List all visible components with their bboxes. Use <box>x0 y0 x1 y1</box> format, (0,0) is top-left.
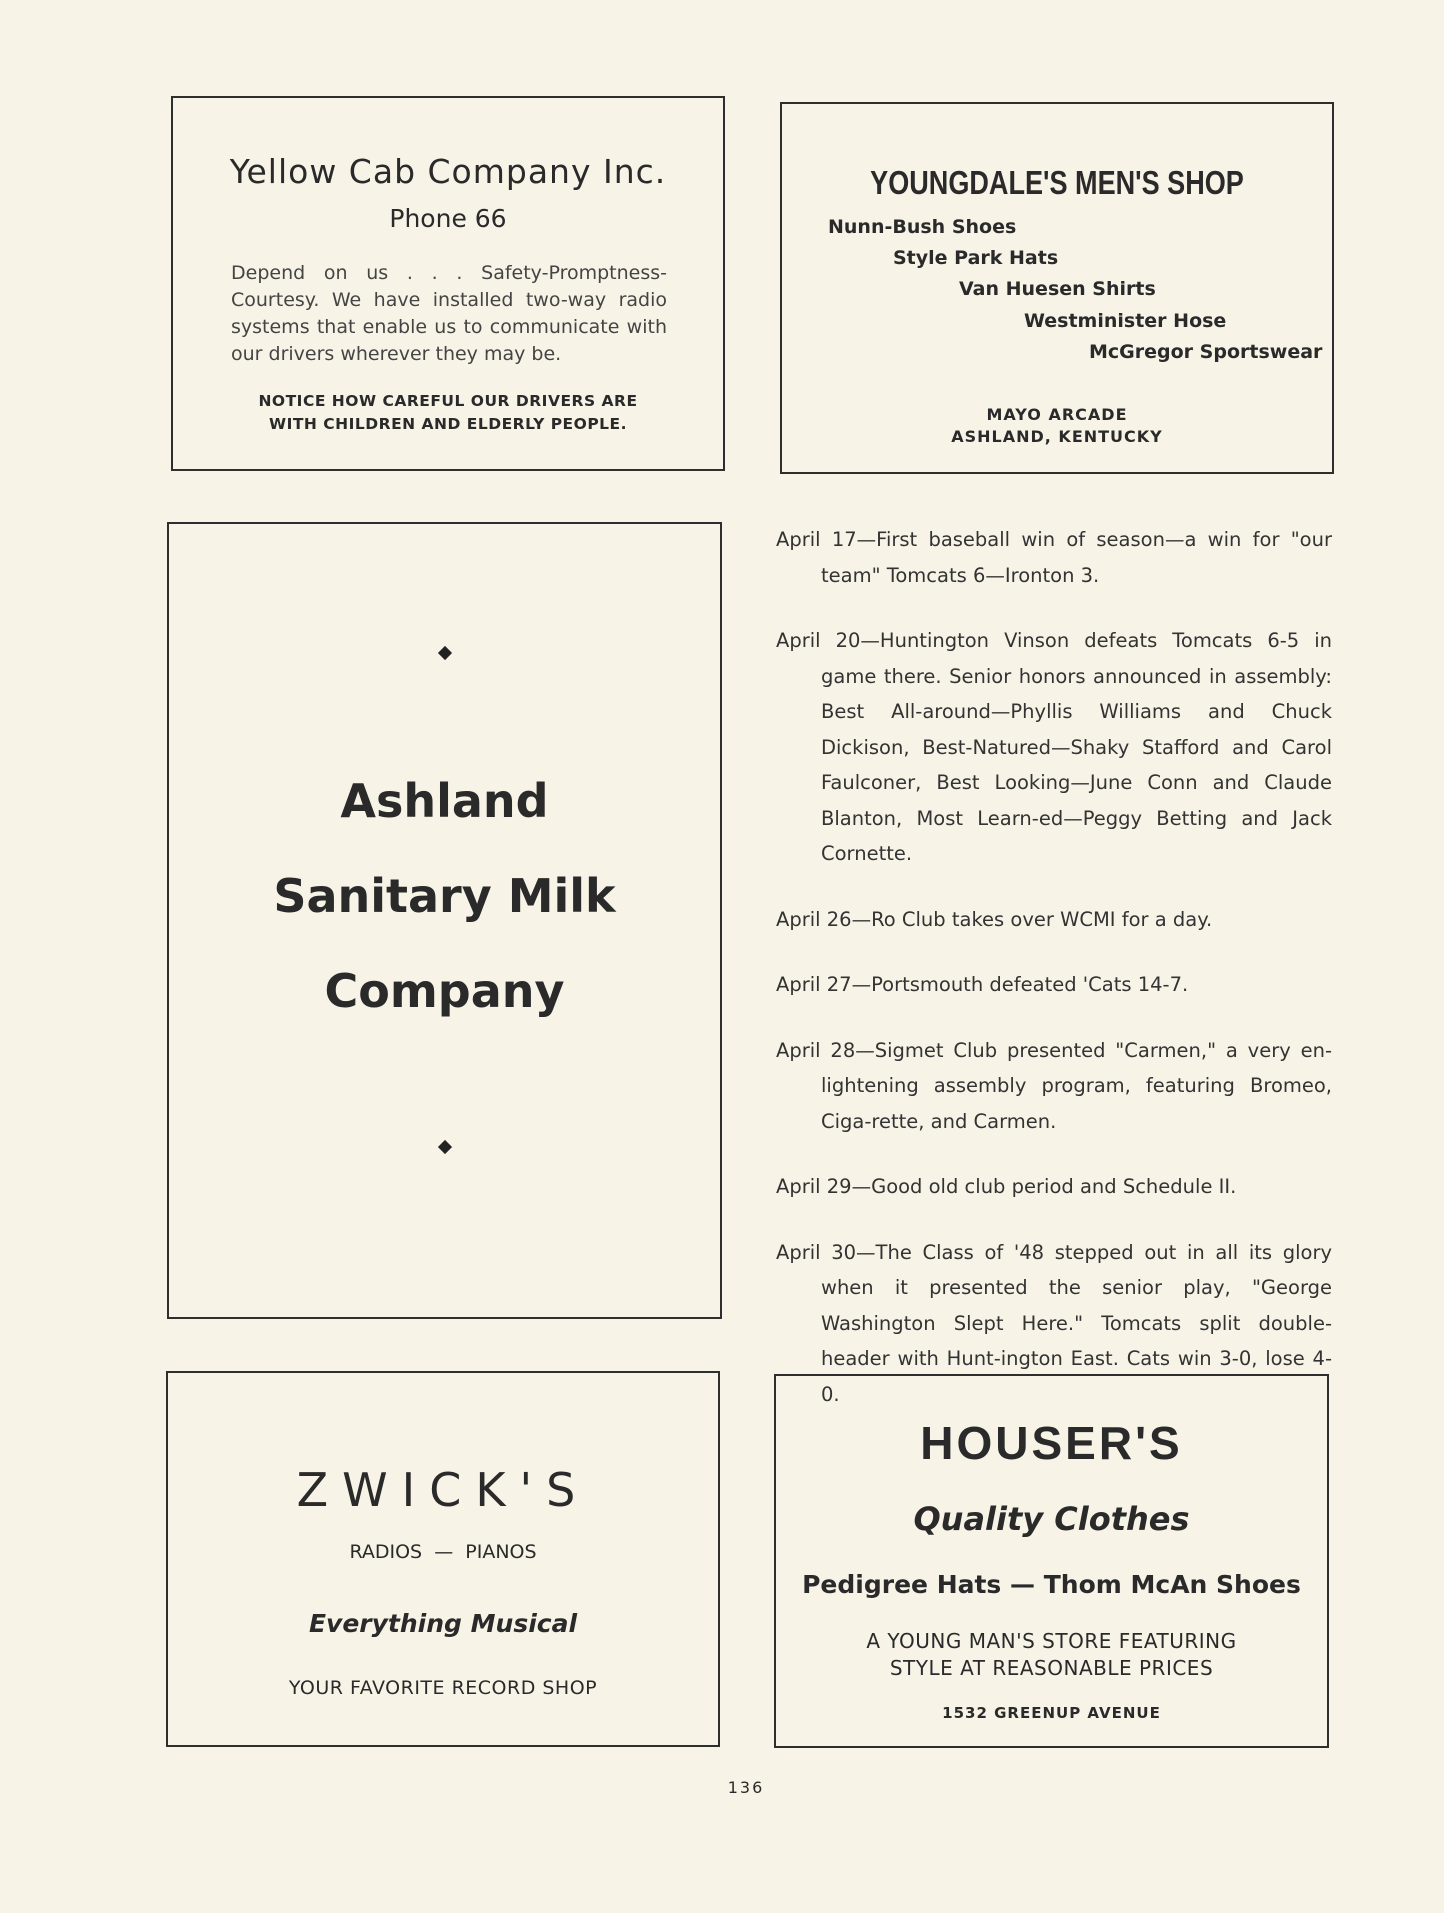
ad-products: Pedigree Hats — Thom McAn Shoes <box>802 1570 1301 1599</box>
diamond-ornament-icon <box>437 1140 451 1154</box>
notice-line: WITH CHILDREN AND ELDERLY PEOPLE. <box>268 415 628 433</box>
calendar-entries <box>776 522 1332 1442</box>
ad-title-line: Ashland <box>340 774 549 828</box>
housers-ad <box>774 1374 1329 1748</box>
ad-body: Depend on us . . . Safety-Promptness-Courtesy. We have installed two-way radio systems that enable us to communicate with our drivers wherever they may be. <box>231 262 667 365</box>
ad-item: Westminister Hose <box>1024 310 1227 332</box>
ad-title-line: Sanitary Milk <box>273 869 616 923</box>
ad-address: 1532 GREENUP AVENUE <box>942 1704 1161 1722</box>
ad-notice <box>173 390 723 436</box>
ad-motto: Everything Musical <box>308 1609 578 1638</box>
ad-services: RADIOS — PIANOS <box>349 1541 537 1563</box>
yellow-cab-ad <box>171 96 725 471</box>
ad-motto: Quality Clothes <box>913 1500 1190 1538</box>
notice-line: NOTICE HOW CAREFUL OUR DRIVERS ARE <box>258 392 638 410</box>
youngdales-ad <box>780 102 1334 474</box>
ad-tagline: YOUR FAVORITE RECORD SHOP <box>288 1677 598 1699</box>
calendar-entry: April 29—Good old club period and Schedule II. <box>776 1175 1237 1198</box>
ad-item: Style Park Hats <box>893 247 1059 269</box>
ad-address <box>782 404 1332 448</box>
ad-item: Van Huesen Shirts <box>959 278 1156 300</box>
ad-item: Nunn-Bush Shoes <box>828 216 1017 238</box>
calendar-entry: April 28—Sigmet Club presented "Carmen," a very en-lightening assembly program, featuring Bromeo, Ciga-rette, and Carmen. <box>776 1038 1332 1133</box>
ad-title-line: Company <box>324 964 565 1018</box>
ad-tagline <box>776 1628 1327 1682</box>
ashland-milk-ad <box>167 522 722 1319</box>
calendar-entry: April 26—Ro Club takes over WCMI for a day. <box>776 907 1213 931</box>
ad-title: YOUNGDALE'S MEN'S SHOP <box>870 164 1244 201</box>
ad-phone: Phone 66 <box>389 204 507 233</box>
address-line: MAYO ARCADE <box>986 405 1128 424</box>
calendar-entry: April 27—Portsmouth defeated 'Cats 14-7. <box>776 973 1189 996</box>
calendar-entry: April 20—Huntington Vinson defeats Tomcats 6-5 in game there. Senior honors announced in assembly: Best All-around—Phyllis Williams and Chuck Dickison, Best-Natured—Shaky Stafford and Carol Faulconer, Best Looking—June Conn and Claude Blanton, Most Learn-ed—Peggy Betting and Jack Cornette. <box>776 629 1332 865</box>
tagline-line: A YOUNG MAN'S STORE FEATURING <box>866 1629 1237 1653</box>
calendar-entry: April 30—The Class of '48 stepped out in all its glory when it presented the senior play, "George Washington Slept Here." Tomcats split double-header with Hunt-ington East. Cats win 3-0, lose 4-0. <box>776 1240 1332 1406</box>
calendar-entry: April 17—First baseball win of season—a win for "our team" Tomcats 6—Ironton 3. <box>776 528 1332 587</box>
page-number: 136 <box>727 1778 765 1797</box>
ad-title: HOUSER'S <box>920 1417 1183 1469</box>
zwicks-ad <box>166 1371 720 1747</box>
ad-title: Yellow Cab Company Inc. <box>229 152 667 191</box>
ad-title: ZWICK'S <box>296 1463 590 1517</box>
address-line: ASHLAND, KENTUCKY <box>951 427 1163 446</box>
diamond-ornament-icon <box>437 646 451 660</box>
ad-item: McGregor Sportswear <box>1089 341 1323 363</box>
tagline-line: STYLE AT REASONABLE PRICES <box>889 1656 1214 1680</box>
